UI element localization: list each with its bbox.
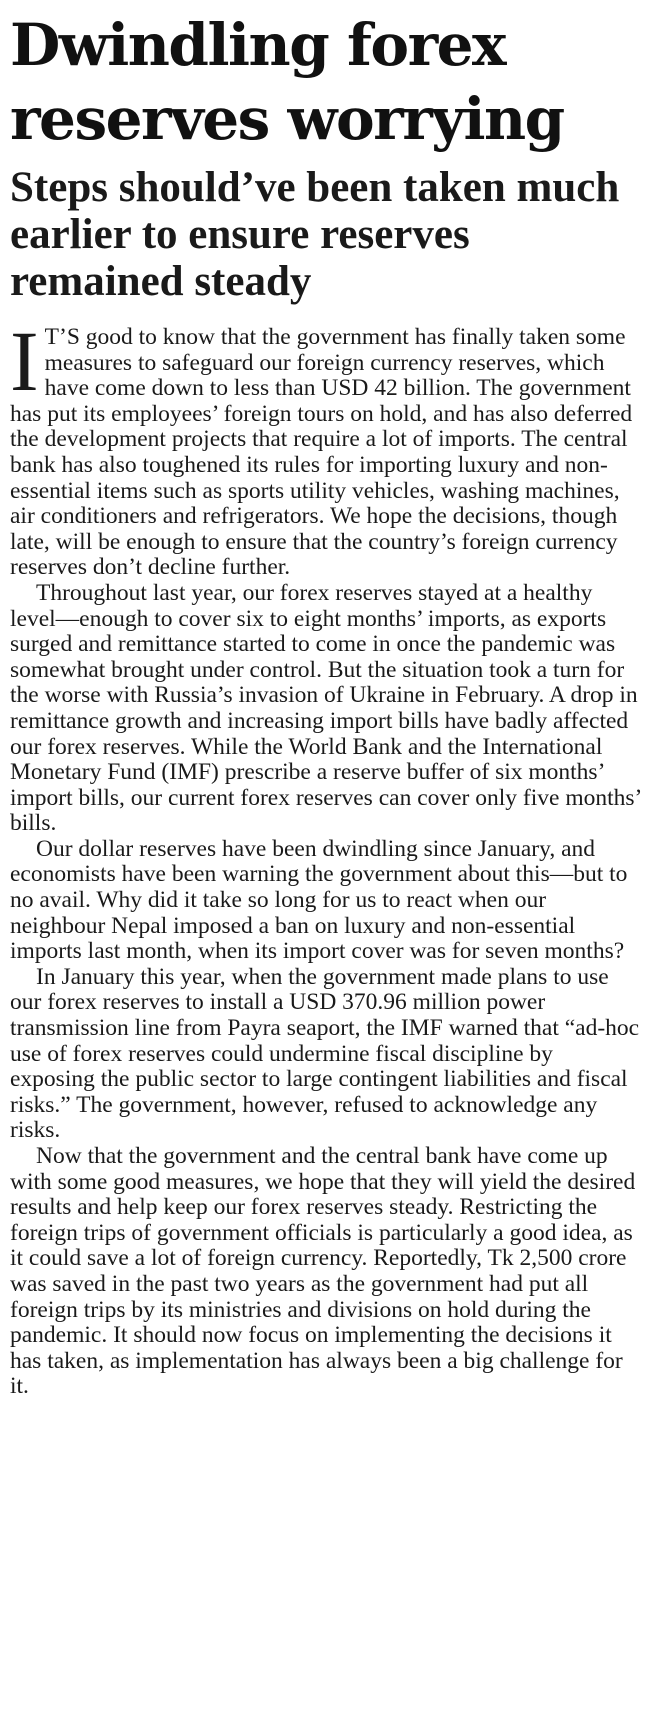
paragraph-4: In January this year, when the government made plans to use our forex reserves to install a USD 370.96 million power transmission line from Payra seaport, the IMF warned that “ad-hoc use of forex reserves could undermine fiscal discipline by exposing the public sector to large contingent liabilities and fiscal risks.” The government, however, refused to acknowledge any risks.: [10, 963, 640, 1144]
headline: Dwindling forex reserves worrying: [10, 11, 564, 153]
paragraph-3: Our dollar reserves have been dwindling since January, and economists have been warning the government about this—but to no avail. Why did it take so long for us to react when our neighbour Nepal imposed a ban on luxury and non-essential imports last month, when its import cover was for seven months?: [10, 835, 628, 965]
drop-cap: I: [10, 313, 39, 409]
paragraph-1: [10, 313, 641, 581]
subheadline: Steps should’ve been taken much earlier to ensure reserves remained steady: [10, 164, 620, 305]
article-body: [10, 313, 641, 1400]
paragraph-5: Now that the government and the central bank have come up with some good measures, we hope that they will yield the desired results and help keep our forex reserves steady. Restricting the foreign trips of government officials is particularly a good idea, as it could save a lot of foreign currency. Reportedly, Tk 2,500 crore was saved in the past two years as the government had put all foreign trips by its ministries and divisions on hold during the pandemic. It should now focus on implementing the decisions it has taken, as implementation has always been a big challenge for it.: [10, 1143, 636, 1400]
paragraph-2: Throughout last year, our forex reserves stayed at a healthy level—enough to cover six to eight months’ imports, as exports surged and remittance started to come in once the pandemic was somewhat brought under control. But the situation took a turn for the worse with Russia’s invasion of Ukraine in February. A drop in remittance growth and increasing import bills have badly affected our forex reserves. While the World Bank and the International Monetary Fund (IMF) prescribe a reserve buffer of six months’ import bills, our current forex reserves can cover only five months’ bills.: [10, 579, 641, 837]
paragraph-1-text: T’S good to know that the government has finally taken some measures to safeguard our foreign currency reserves, which have come down to less than USD 42 billion. The government has put its employees’ foreign tours on hold, and has also deferred the development projects that require a lot of imports. The central bank has also toughened its rules for importing luxury and non-essential items such as sports utility vehicles, washing machines, air conditioners and refrigerators. We hope the decisions, though late, will be enough to ensure that the country’s foreign currency reserves don’t decline further.: [10, 324, 633, 581]
